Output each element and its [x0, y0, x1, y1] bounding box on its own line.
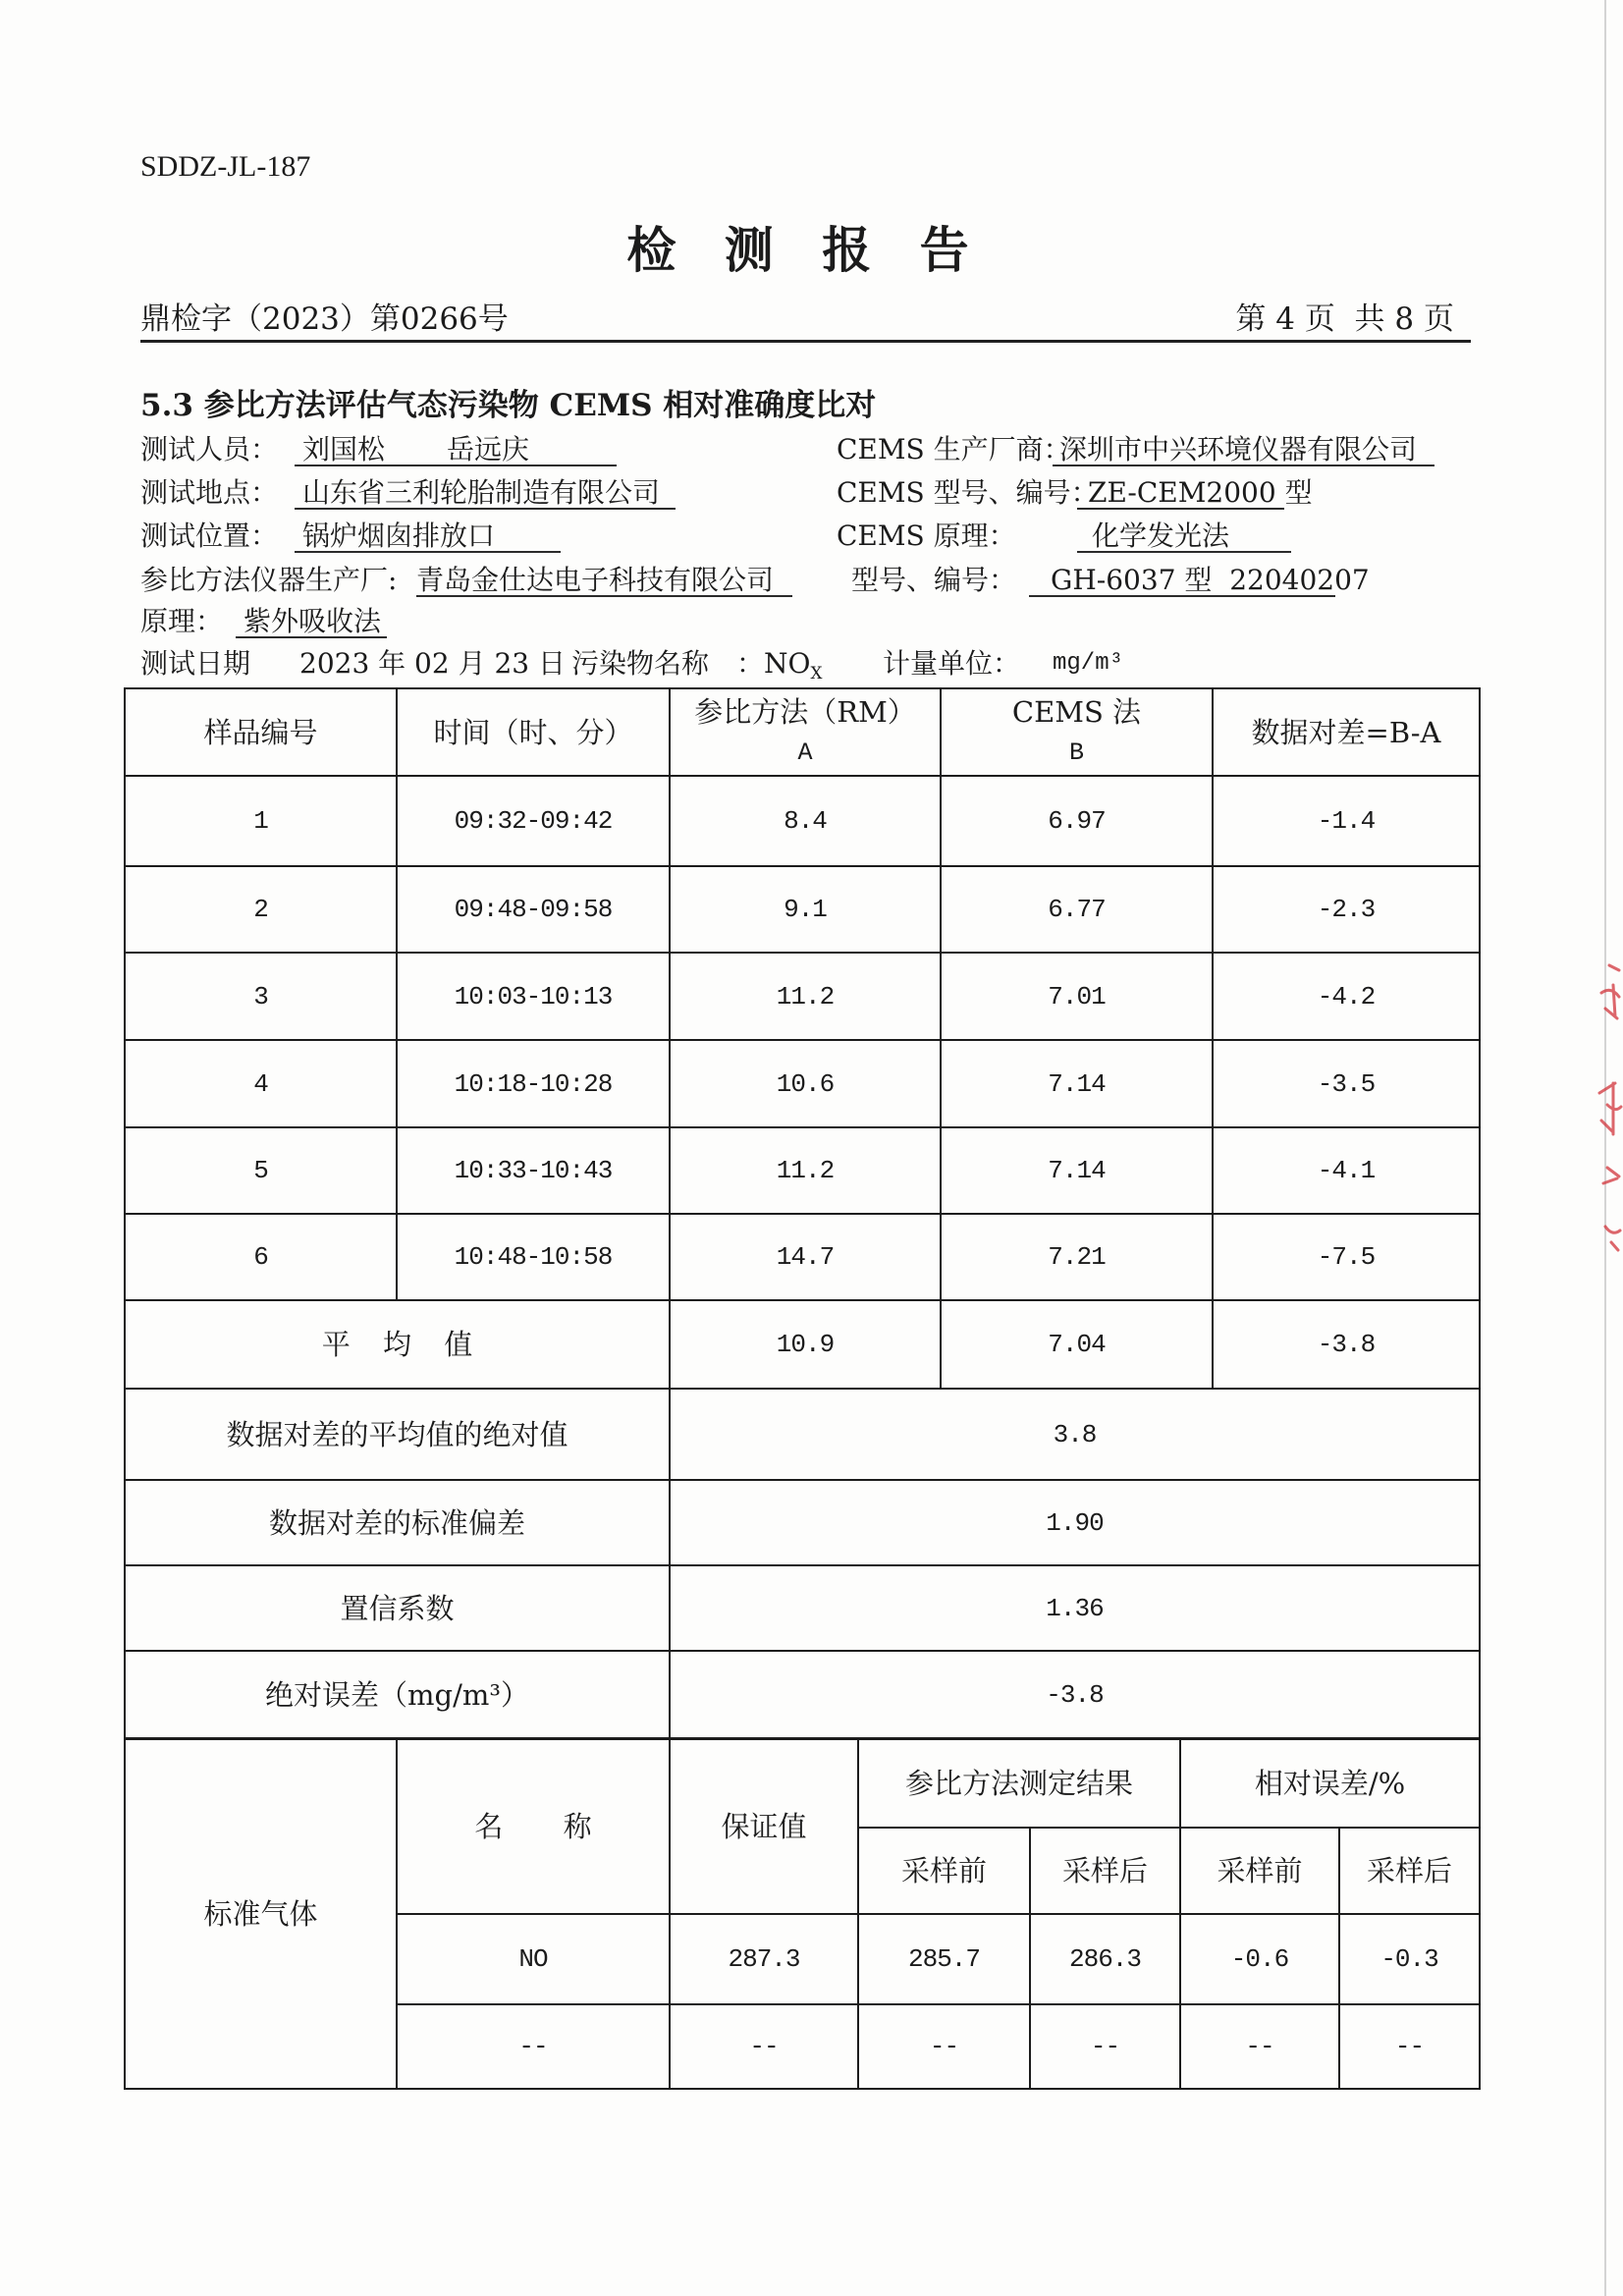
tester-name: 刘国松 [302, 433, 386, 465]
cell-cems-value: 6.77 [941, 866, 1213, 953]
pollutant-colon: ： [736, 647, 765, 680]
stat-value: 1.36 [670, 1565, 1480, 1651]
cell-sample-no: 2 [125, 866, 397, 953]
cell-diff: -4.1 [1213, 1127, 1480, 1214]
header-cems-title: CEMS 法 [1011, 694, 1142, 729]
table-row [125, 866, 1480, 953]
pollutant-value [736, 647, 822, 681]
unit-label: 计量单位： [883, 647, 1021, 680]
cell-rm-value: 11.2 [670, 1127, 941, 1214]
cell-time: 10:18-10:28 [397, 1040, 670, 1127]
test-date-value: 2023 年 02 月 23 日 [299, 647, 567, 680]
stat-value: 1.90 [670, 1480, 1480, 1565]
pollutant-subscript: X [810, 663, 823, 683]
cell-diff: -1.4 [1213, 776, 1480, 866]
test-date-label: 测试日期 [140, 647, 251, 680]
header-cems-symbol: B [1068, 738, 1084, 767]
rm-maker-value: 青岛金仕达电子科技有限公司 [416, 564, 792, 597]
stat-value: -3.8 [670, 1651, 1480, 1739]
cell-rm-value: 10.6 [670, 1040, 941, 1127]
location-value: 山东省三利轮胎制造有限公司 [295, 476, 676, 510]
average-row [125, 1300, 1480, 1389]
cell-rm-after: -- [1030, 2004, 1180, 2089]
cell-time: 10:03-10:13 [397, 953, 670, 1040]
rm-model-value: GH-6037 型 22040207 [1029, 564, 1335, 597]
report-number: 鼎检字（2023）第0266号 [140, 301, 509, 337]
header-divider [140, 340, 1471, 343]
standard-gas-header-row [125, 1738, 1480, 1828]
header-gas-name: 名 称 [397, 1738, 670, 1914]
position-value: 锅炉烟囱排放口 [295, 519, 561, 553]
table-row [125, 776, 1480, 866]
header-diff: 数据对差=B-A [1213, 688, 1480, 776]
header-cems [941, 688, 1213, 776]
cems-maker-value: 深圳市中兴环境仪器有限公司 [1053, 433, 1434, 466]
header-after-sampling: 采样后 [1030, 1828, 1180, 1914]
cell-error-after: -0.3 [1339, 1914, 1480, 2004]
cell-cems-value: 7.21 [941, 1214, 1213, 1300]
average-rm: 10.9 [670, 1300, 941, 1389]
document-code: SDDZ-JL-187 [140, 150, 311, 183]
cell-rm-value: 14.7 [670, 1214, 941, 1300]
cell-gas-name: NO [397, 1914, 670, 2004]
cems-principle-label: CEMS 原理： [837, 519, 1016, 552]
rm-maker-label: 参比方法仪器生产厂: [140, 564, 398, 596]
header-after-sampling: 采样后 [1339, 1828, 1480, 1914]
rm-principle-value: 紫外吸收法 [236, 605, 387, 638]
cell-cems-value: 6.97 [941, 776, 1213, 866]
cell-rm-before: 285.7 [858, 1914, 1030, 2004]
cell-cems-value: 7.14 [941, 1127, 1213, 1214]
cell-gas-name: -- [397, 2004, 670, 2089]
standard-gas-table [124, 1737, 1481, 2090]
header-before-sampling: 采样前 [1180, 1828, 1339, 1914]
pollutant-formula: NO [764, 647, 811, 680]
header-before-sampling: 采样前 [858, 1828, 1030, 1914]
stat-value: 3.8 [670, 1389, 1480, 1480]
cell-error-after: -- [1339, 2004, 1480, 2089]
cell-time: 10:33-10:43 [397, 1127, 670, 1214]
standard-gas-label: 标准气体 [125, 1738, 397, 2089]
rm-principle-label: 原理： [140, 605, 224, 637]
average-label: 平 均 值 [125, 1300, 670, 1389]
cems-principle-value: 化学发光法 [1077, 519, 1291, 553]
cell-rm-after: 286.3 [1030, 1914, 1180, 2004]
stat-row [125, 1565, 1480, 1651]
stat-row [125, 1651, 1480, 1739]
cell-sample-no: 5 [125, 1127, 397, 1214]
header-rm [670, 688, 941, 776]
comparison-table [124, 687, 1481, 1740]
stat-row [125, 1389, 1480, 1480]
stat-label: 数据对差的平均值的绝对值 [125, 1389, 670, 1480]
cell-time: 09:48-09:58 [397, 866, 670, 953]
table-row [125, 953, 1480, 1040]
section-heading: 5.3 参比方法评估气态污染物 CEMS 相对准确度比对 [140, 388, 877, 423]
cell-cems-value: 7.01 [941, 953, 1213, 1040]
stat-label: 置信系数 [125, 1565, 670, 1651]
location-label: 测试地点： [140, 476, 279, 509]
cell-error-before: -0.6 [1180, 1914, 1339, 2004]
table-row [125, 1127, 1480, 1214]
table-row [125, 1214, 1480, 1300]
cems-model-value: ZE-CEM2000 型 [1077, 476, 1284, 510]
tester-name: 岳远庆 [447, 433, 530, 465]
report-title: 检 测 报 告 [626, 221, 985, 279]
average-cems: 7.04 [941, 1300, 1213, 1389]
testers-value [295, 433, 617, 466]
cell-sample-no: 4 [125, 1040, 397, 1127]
cell-rm-value: 11.2 [670, 953, 941, 1040]
page-indicator: 第 4 页 共 8 页 [1235, 301, 1454, 337]
position-label: 测试位置： [140, 519, 279, 552]
header-rm-result: 参比方法测定结果 [858, 1738, 1180, 1828]
stat-label: 绝对误差（mg/m³） [125, 1651, 670, 1739]
pollutant-label: 污染物名称 [571, 647, 710, 680]
rm-model-label: 型号、编号： [851, 564, 1017, 596]
cell-rm-value: 8.4 [670, 776, 941, 866]
cell-time: 09:32-09:42 [397, 776, 670, 866]
cell-rm-before: -- [858, 2004, 1030, 2089]
cell-guarantee-value: -- [670, 2004, 858, 2089]
cell-diff: -7.5 [1213, 1214, 1480, 1300]
cell-rm-value: 9.1 [670, 866, 941, 953]
header-time: 时间（时、分） [397, 688, 670, 776]
seal-fragment-icon [1584, 948, 1623, 1262]
stat-label: 数据对差的标准偏差 [125, 1480, 670, 1565]
cell-cems-value: 7.14 [941, 1040, 1213, 1127]
unit-value: mg/m³ [1053, 650, 1124, 677]
average-diff: -3.8 [1213, 1300, 1480, 1389]
cell-diff: -2.3 [1213, 866, 1480, 953]
cems-maker-label: CEMS 生产厂商： [837, 433, 1071, 465]
table-header-row [125, 688, 1480, 776]
stat-row [125, 1480, 1480, 1565]
cell-sample-no: 3 [125, 953, 397, 1040]
cell-sample-no: 6 [125, 1214, 397, 1300]
header-sample-no: 样品编号 [125, 688, 397, 776]
cell-error-before: -- [1180, 2004, 1339, 2089]
testers-label: 测试人员： [140, 433, 279, 465]
header-rm-symbol: A [797, 738, 813, 767]
cell-diff: -3.5 [1213, 1040, 1480, 1127]
table-row [125, 1040, 1480, 1127]
cems-model-label: CEMS 型号、编号： [837, 476, 1099, 509]
cell-diff: -4.2 [1213, 953, 1480, 1040]
cell-sample-no: 1 [125, 776, 397, 866]
cell-guarantee-value: 287.3 [670, 1914, 858, 2004]
header-rm-title: 参比方法（RM） [694, 694, 916, 729]
header-relative-error: 相对误差/% [1180, 1738, 1480, 1828]
header-guarantee-value: 保证值 [670, 1738, 858, 1914]
cell-time: 10:48-10:58 [397, 1214, 670, 1300]
